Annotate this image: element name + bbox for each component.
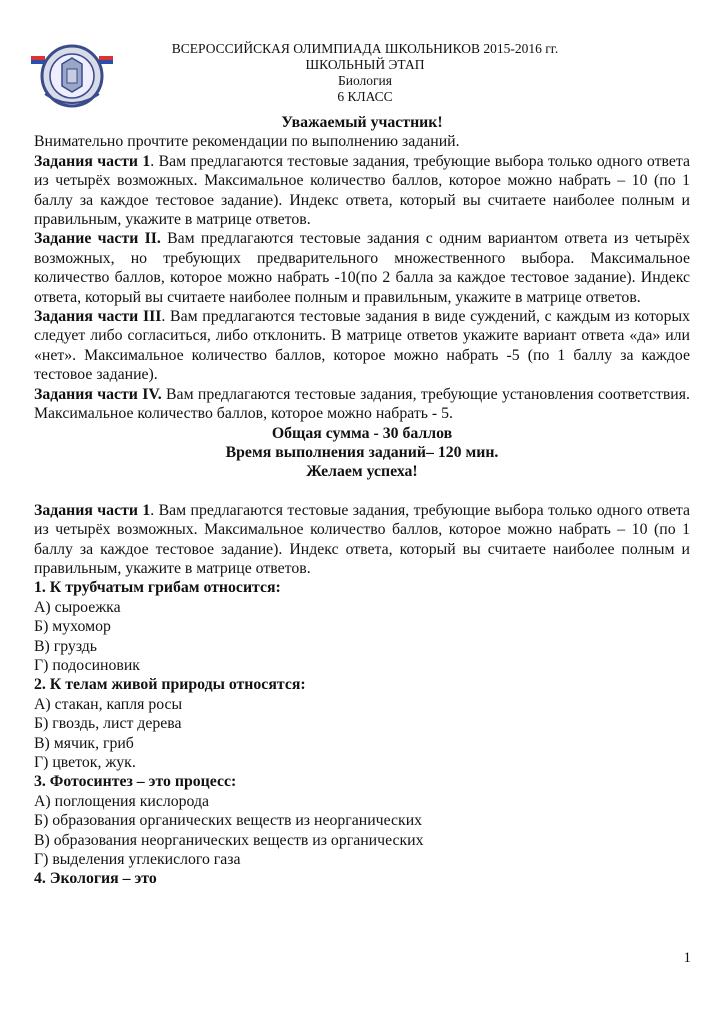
instruction-part-2 bbox=[34, 229, 690, 307]
subject-title: Биология bbox=[337, 73, 392, 88]
instruction-label: Задания части IV. bbox=[34, 385, 162, 403]
greeting: Уважаемый участник! bbox=[281, 114, 443, 131]
answer-option: Б) гвоздь, лист дерева bbox=[34, 715, 182, 733]
instruction-part-1 bbox=[34, 152, 690, 230]
olympiad-title: ВСЕРОССИЙСКАЯ ОЛИМПИАДА ШКОЛЬНИКОВ 2015-2016 гг. bbox=[171, 41, 559, 56]
page-number: 1 bbox=[683, 950, 691, 966]
document-body bbox=[34, 113, 690, 889]
instruction-label: Задания части 1 bbox=[34, 152, 151, 170]
instruction-text: . Вам предлагаются тестовые задания, требующие выбора только одного ответа из четырёх возможных. Максимальное количество баллов, которое можно набрать – 10 (по 1 баллу за каждое тестовое задание). Индекс ответа, который вы считаете наиболее полным и правильным, укажите в матрице ответов. bbox=[34, 152, 690, 229]
instruction-text: . Вам предлагаются тестовые задания в виде суждений, с каждым из которых следует либо согласиться, либо отклонить. В матрице ответов укажите вариант ответа «да» или «нет». Максимальное количество баллов, которое можно набрать -5 (по 1 баллу за каждое тестовое задание). bbox=[34, 308, 690, 384]
instruction-label: Задания части 1 bbox=[34, 501, 151, 519]
answer-option: Г) выделения углекислого газа bbox=[34, 851, 241, 869]
instruction-label: Задания части III bbox=[34, 308, 162, 326]
question-3-title: 3. Фотосинтез – это процесс: bbox=[34, 773, 237, 791]
answer-option: Г) подосиновик bbox=[34, 656, 140, 674]
grade-title: 6 КЛАСС bbox=[337, 89, 393, 104]
total-score: Общая сумма - 30 баллов bbox=[271, 424, 453, 442]
spacer bbox=[34, 482, 690, 501]
question-4-title: 4. Экология – это bbox=[34, 870, 157, 888]
instruction-part-4 bbox=[34, 385, 690, 424]
answer-option: А) сыроежка bbox=[34, 598, 121, 616]
answer-option: А) поглощения кислорода bbox=[34, 792, 210, 810]
answer-option: Б) мухомор bbox=[34, 618, 111, 636]
part1-instruction bbox=[34, 501, 690, 579]
answer-option: Б) образования органических веществ из неорганических bbox=[34, 812, 423, 830]
question-2-title: 2. К телам живой природы относятся: bbox=[34, 676, 306, 694]
stage-title: ШКОЛЬНЫЙ ЭТАП bbox=[305, 57, 425, 72]
question-1-title: 1. К трубчатым грибам относится: bbox=[34, 579, 281, 597]
instruction-text: Вам предлагаются тестовые задания с одним вариантом ответа из четырёх возможных, но требующих предварительного множественного выбора. Максимальное количество баллов, которое можно набрать -10(по 2 балла за каждое тестовое задание). Индекс ответа, который вы считаете наиболее полным и правильным, укажите в матрице ответов. bbox=[34, 230, 690, 306]
answer-option: Г) цветок, жук. bbox=[34, 754, 136, 771]
answer-option: А) стакан, капля росы bbox=[34, 695, 183, 713]
document-header bbox=[100, 41, 630, 105]
instruction-label: Задание части II. bbox=[34, 230, 161, 248]
instruction-text: . Вам предлагаются тестовые задания, требующие выбора только одного ответа из четырёх возможных. Максимальное количество баллов, которое можно набрать – 10 (по 1 баллу за каждое тестовое задание). Индекс ответа, который вы считаете наиболее полным и правильным, укажите в матрице ответов. bbox=[34, 501, 690, 577]
instruction-part-3 bbox=[34, 307, 690, 385]
intro-text: Внимательно прочтите рекомендации по выполнению заданий. bbox=[34, 133, 460, 151]
answer-option: В) образования неорганических веществ из органических bbox=[34, 831, 424, 849]
answer-option: В) груздь bbox=[34, 637, 98, 655]
good-luck: Желаем успеха! bbox=[306, 463, 418, 481]
instruction-text: Вам предлагаются тестовые задания, требующие установления соответствия. Максимальное количество баллов, которое можно набрать - 5. bbox=[34, 385, 690, 423]
answer-option: В) мячик, гриб bbox=[34, 734, 134, 752]
time-limit: Время выполнения заданий– 120 мин. bbox=[225, 443, 499, 461]
